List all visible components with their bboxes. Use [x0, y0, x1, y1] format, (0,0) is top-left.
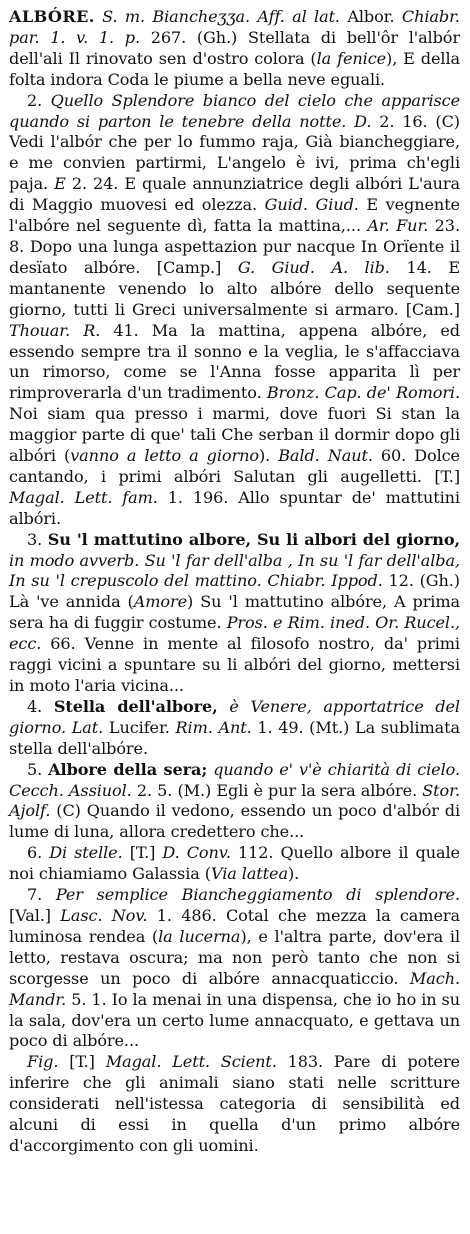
- sense-4: [9, 697, 460, 760]
- quotation-text: 66. Venne in mente al filosofo nostro, da' primi raggi vicini a spuntare su li albóri del giorno, mettersi in moto l'aria vicina...: [9, 634, 460, 695]
- sense-number: 6.: [27, 843, 43, 863]
- sense-figurative: [9, 1052, 460, 1157]
- sense-label: Su 'l mattutino albore, Su li albori del giorno,: [47, 529, 460, 549]
- sense-definition: Per semplice Biancheggiamento di splendore.: [55, 885, 460, 905]
- sense-7: [9, 885, 460, 1052]
- citation: Magal. Lett. fam.: [9, 487, 158, 507]
- quotation-gloss: la fenice: [316, 48, 387, 68]
- latin-equivalent: Lucifer.: [108, 717, 170, 737]
- sense-number: 2.: [27, 90, 43, 110]
- citation: Pros. e Rim. ined. Or. Rucel., ecc.: [9, 613, 460, 654]
- quotation-text: 183. Pare di potere inferire che gli animali siano stati nelle scritture considerati nell'istessa categoria di sensibilità ed alcuni di essi in quella d'un primo albóre d'accorgimento con gli uomini.: [9, 1052, 460, 1155]
- citation: G. Giud. A. lib.: [237, 257, 390, 277]
- grammar-label: S. m.: [102, 7, 146, 26]
- citation: Rim. Ant.: [175, 717, 252, 737]
- dictionary-entry-albore: [9, 7, 460, 1157]
- citation: E: [54, 174, 66, 194]
- quotation-text: 112. Quello albore il quale noi chiamiamo Galassia (: [9, 843, 460, 884]
- quotation-text: 2. 24. E quale annunziatrice degli albóri L'aura di Maggio muovesi ed olezza.: [9, 174, 460, 215]
- quotation-text: ), e l'altra parte, dov'era il letto, restava oscura; ma non però tanto che non si scorgesse un poco di albóre annacquaticcio.: [9, 926, 460, 988]
- sense-5: [9, 760, 460, 844]
- sense-number: 3.: [27, 529, 43, 549]
- sense-definition: Di stelle.: [49, 843, 123, 863]
- citation: Lasc. Nov.: [60, 905, 148, 925]
- citation: D. Conv.: [162, 843, 231, 863]
- citation: Bald. Naut.: [278, 446, 373, 466]
- quotation-text: 1. 196. Allo spuntar de' mattutini albóri.: [9, 487, 460, 528]
- quotation-text: E vegnente l'albóre nel seguente dì, fatta la mattina,...: [9, 195, 460, 236]
- source-tag: [T.]: [69, 1052, 95, 1072]
- citation: Ar. Fur.: [367, 216, 429, 236]
- quotation-text: 23. 8. Dopo una lunga aspettazion pur nacque In Orïente il desïato albóre. [Camp.]: [9, 216, 460, 277]
- quotation-text: ).: [258, 446, 271, 466]
- quotation-text: 1. 49. (Mt.) La sublimata stella dell'albóre.: [9, 717, 460, 758]
- sense-number: 7.: [27, 885, 43, 905]
- citation: Guid. Giud.: [264, 195, 359, 215]
- quotation-text: 14. E mantanente venendo lo alto albóre dello sequente giorno, tutti li Greci universalmente si armaro. [Cam.]: [9, 257, 460, 319]
- quotation-text: ).: [287, 864, 300, 884]
- sense-label: Albore della sera;: [48, 759, 208, 779]
- quotation-gloss: vanno a letto a giorno: [70, 446, 259, 466]
- sense-6: [9, 843, 460, 885]
- quotation-text: ) Su 'l mattutino albóre, A prima sera ha di fuggir costume.: [9, 592, 460, 633]
- quotation-text: 12. (Gh.) Là 've annida (: [9, 571, 460, 612]
- citation: Chiabr. par. 1. v. 1. p.: [9, 7, 460, 47]
- quotation-text: 60. Dolce cantando, i primi albóri Salutan gli augelletti. [T.]: [9, 446, 460, 486]
- etymology: Biancheʒʒa. Aff. al lat.: [152, 7, 340, 26]
- source-tag: [T.]: [129, 843, 156, 863]
- quotation-text: 1. 486. Cotal che mezza la camera luminosa rendea (: [9, 905, 460, 946]
- etymology-word: Albor.: [347, 7, 395, 26]
- sense-definition: Quello Splendore bianco del cielo che apparisce quando si parton le tenebre della notte. D.: [9, 90, 460, 131]
- sense-3: [9, 530, 460, 697]
- sense-number: 5.: [27, 759, 43, 779]
- sense-number: 4.: [27, 696, 43, 716]
- quotation-text: 2. 16. (C) Vedi l'albór che per lo fummo raja, Già biancheggiare, e me convien partirmi, L'angelo è ivi, prima ch'egli paja.: [9, 111, 460, 194]
- sense-definition: quando e' v'è chiarità di cielo. Cecch. Assiuol.: [9, 759, 460, 800]
- quotation-text: ), E della folta indora Coda le piume a bella neve eguali.: [9, 48, 460, 89]
- citation: Bronz. Cap. de' Romori.: [266, 383, 460, 403]
- entry-intro: [9, 7, 460, 91]
- headword: ALBÓRE.: [9, 7, 95, 26]
- citation: Stor. Ajolf.: [9, 780, 460, 821]
- quotation-text: Noi siam qua presso i marmi, dove fuori Si stan la maggior parte di que' tali Che serban il dormir dopo gli albóri (: [9, 404, 460, 466]
- citation: Mach. Mandr.: [9, 968, 460, 1009]
- sense-definition: è Venere, apportatrice del giorno. Lat.: [9, 696, 460, 737]
- figurative-label: Fig.: [27, 1052, 59, 1072]
- quotation-text: 2. 5. (M.) Egli è pur la sera albóre.: [136, 780, 418, 800]
- sense-label: Stella dell'albore,: [53, 696, 218, 716]
- quotation-text: 5. 1. Io la menai in una dispensa, che io ho in su la sala, dov'era un certo lume annacquato, e gettava un poco di albóre...: [9, 989, 460, 1051]
- quotation-text: 267. (Gh.) Stellata di bell'ôr l'albór dell'ali Il rinovato sen d'ostro colora (: [9, 27, 460, 68]
- citation: Magal. Lett. Scient.: [105, 1052, 277, 1072]
- source-tag: [Val.]: [9, 905, 51, 925]
- quotation-text: (C) Quando il vedono, essendo un poco d'albór di lume di luna, allora credettero che...: [9, 801, 460, 842]
- quotation-gloss: la lucerna: [158, 926, 241, 946]
- sense-definition: in modo avverb. Su 'l far dell'alba , In su 'l far dell'alba, In su 'l crepuscolo del mattino. Chiabr. Ippod.: [9, 550, 460, 591]
- citation: Thouar. R.: [9, 320, 101, 340]
- quotation-gloss: Amore: [133, 592, 188, 612]
- quotation-gloss: Via lattea: [210, 864, 288, 884]
- quotation-text: 41. Ma la mattina, appena albóre, ed essendo sempre tra il sonno e la veglia, le s'affacciava un rimorso, come se l'Anna fosse apparita lì per rimproverarla d'un tradimento.: [9, 320, 460, 403]
- sense-2: [9, 91, 460, 530]
